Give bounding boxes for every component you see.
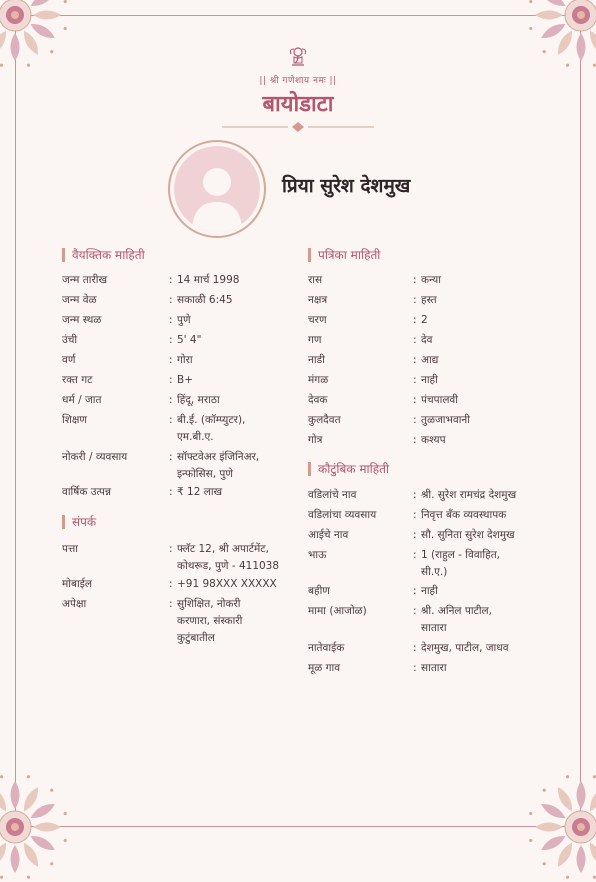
row-label: गण (308, 334, 322, 346)
row-colon: : (169, 334, 173, 346)
row-label: नाडी (308, 354, 325, 366)
row-label: शिक्षण (62, 414, 87, 426)
row-colon: : (413, 489, 417, 501)
row-value: पंचपालवी (421, 394, 458, 406)
row-value: नाही (421, 585, 438, 597)
row-colon: : (413, 314, 417, 326)
row-value: इन्फोसिस, पुणे (177, 468, 233, 480)
row-colon: : (413, 529, 417, 541)
row-label: कुलदैवत (308, 414, 341, 426)
row-colon: : (413, 394, 417, 406)
frame-bottom-line (0, 826, 596, 827)
section-horoscope-heading: पत्रिका माहिती (308, 248, 380, 262)
row-value: श्री. सुरेश रामचंद्र देशमुख (421, 489, 517, 501)
row-label: वर्ण (62, 354, 76, 366)
row-label: वडिलांचा व्यवसाय (308, 509, 377, 521)
row-label: मामा (आजोळ) (308, 605, 367, 617)
row-value: कुटुंबातील (177, 632, 215, 644)
row-colon: : (169, 354, 173, 366)
row-value: 2 (421, 314, 428, 326)
row-value: 14 मार्च 1998 (177, 274, 240, 286)
row-value: सी.ए.) (421, 566, 448, 578)
row-value: बी.ई. (कॉम्प्युटर), (177, 414, 246, 426)
section-family-heading: कौटुंबिक माहिती (308, 462, 389, 476)
mandala-corner-icon (0, 772, 70, 882)
frame-left-line (15, 0, 16, 842)
row-colon: : (413, 509, 417, 521)
row-value: तुळजाभवानी (421, 414, 470, 426)
row-value: करणारा, संस्कारी (177, 615, 243, 627)
row-label: चरण (308, 314, 327, 326)
row-colon: : (413, 605, 417, 617)
row-colon: : (413, 334, 417, 346)
row-value: 1 (राहुल - विवाहित, (421, 549, 501, 561)
row-value: सॉफ्टवेअर इंजिनिअर, (177, 451, 260, 463)
row-value: निवृत्त बँक व्यवस्थापक (421, 509, 507, 521)
row-value: देव (421, 334, 433, 346)
row-colon: : (169, 274, 173, 286)
row-colon: : (413, 294, 417, 306)
row-colon: : (413, 374, 417, 386)
row-label: वडिलांचे नाव (308, 489, 357, 501)
mandala-corner-icon (526, 772, 596, 882)
row-value: देशमुख, पाटील, जाधव (421, 642, 509, 654)
row-colon: : (413, 274, 417, 286)
row-colon: : (169, 394, 173, 406)
row-value: एम.बी.ए. (177, 431, 214, 443)
ganesha-icon (286, 46, 310, 66)
row-value: कश्यप (421, 434, 446, 446)
row-label: आईचे नाव (308, 529, 349, 541)
frame-top-line (0, 15, 596, 16)
row-value: B+ (177, 374, 194, 386)
row-colon: : (169, 314, 173, 326)
row-value: हस्त (421, 294, 437, 306)
row-colon: : (169, 543, 173, 555)
row-label: जन्म वेळ (62, 294, 97, 306)
row-label: मोबाईल (62, 578, 92, 590)
mandala-corner-icon (526, 0, 596, 70)
row-colon: : (169, 451, 173, 463)
row-colon: : (413, 354, 417, 366)
row-value: गोरा (177, 354, 193, 366)
row-label: भाऊ (308, 549, 327, 561)
row-label: गोत्र (308, 434, 323, 446)
row-value: +91 98XXX XXXXX (177, 578, 277, 590)
row-value: कन्या (421, 274, 441, 286)
row-label: जन्म तारीख (62, 274, 108, 286)
row-colon: : (413, 434, 417, 446)
row-colon: : (169, 294, 173, 306)
page-title: बायोडाटा (262, 92, 334, 117)
row-label: मूळ गाव (308, 662, 341, 674)
row-label: वार्षिक उत्पन्न (62, 486, 111, 498)
row-colon: : (169, 486, 173, 498)
row-colon: : (413, 662, 417, 674)
row-colon: : (413, 414, 417, 426)
row-colon: : (413, 585, 417, 597)
profile-photo-frame (168, 140, 266, 238)
row-value: नाही (421, 374, 438, 386)
row-value: सुशिक्षित, नोकरी (177, 598, 241, 610)
row-value: हिंदू, मराठा (177, 394, 220, 406)
mandala-corner-icon (0, 0, 70, 70)
row-label: नक्षत्र (308, 294, 328, 306)
row-colon: : (169, 578, 173, 590)
avatar-placeholder-icon (174, 146, 260, 232)
section-contact-heading: संपर्क (62, 515, 96, 529)
row-label: नोकरी / व्यवसाय (62, 451, 128, 463)
row-label: बहीण (308, 585, 330, 597)
row-value: आद्य (421, 354, 439, 366)
row-label: मंगळ (308, 374, 329, 386)
row-value: सकाळी 6:45 (177, 294, 233, 306)
row-label: अपेक्षा (62, 598, 87, 610)
row-label: उंची (62, 334, 78, 346)
row-colon: : (169, 374, 173, 386)
row-value: कोथरूड, पुणे - 411038 (177, 560, 280, 572)
row-value: सातारा (421, 622, 447, 634)
section-personal-heading: वैयक्तिक माहिती (62, 248, 145, 262)
blessing-text: || श्री गणेशाय नमः || (259, 76, 337, 86)
row-colon: : (413, 549, 417, 561)
row-label: धर्म / जात (62, 394, 102, 406)
row-value: 5' 4" (177, 334, 202, 346)
frame-right-line (580, 0, 581, 842)
row-label: रक्त गट (62, 374, 93, 386)
row-value: श्री. अनिल पाटील, (421, 605, 493, 617)
row-value: सातारा (421, 662, 447, 674)
row-colon: : (413, 642, 417, 654)
candidate-name: प्रिया सुरेश देशमुख (282, 175, 411, 197)
row-value: पुणे (177, 314, 191, 326)
row-label: नातेवाईक (308, 642, 345, 654)
row-label: जन्म स्थळ (62, 314, 102, 326)
row-colon: : (169, 414, 173, 426)
row-value: ₹ 12 लाख (177, 486, 223, 498)
row-label: देवक (308, 394, 328, 406)
row-colon: : (169, 598, 173, 610)
row-label: पत्ता (62, 543, 78, 555)
title-divider (222, 122, 374, 132)
row-label: रास (308, 274, 323, 286)
row-value: फ्लॅट 12, श्री अपार्टमेंट, (177, 543, 269, 555)
row-value: सौ. सुनिता सुरेश देशमुख (421, 529, 515, 541)
